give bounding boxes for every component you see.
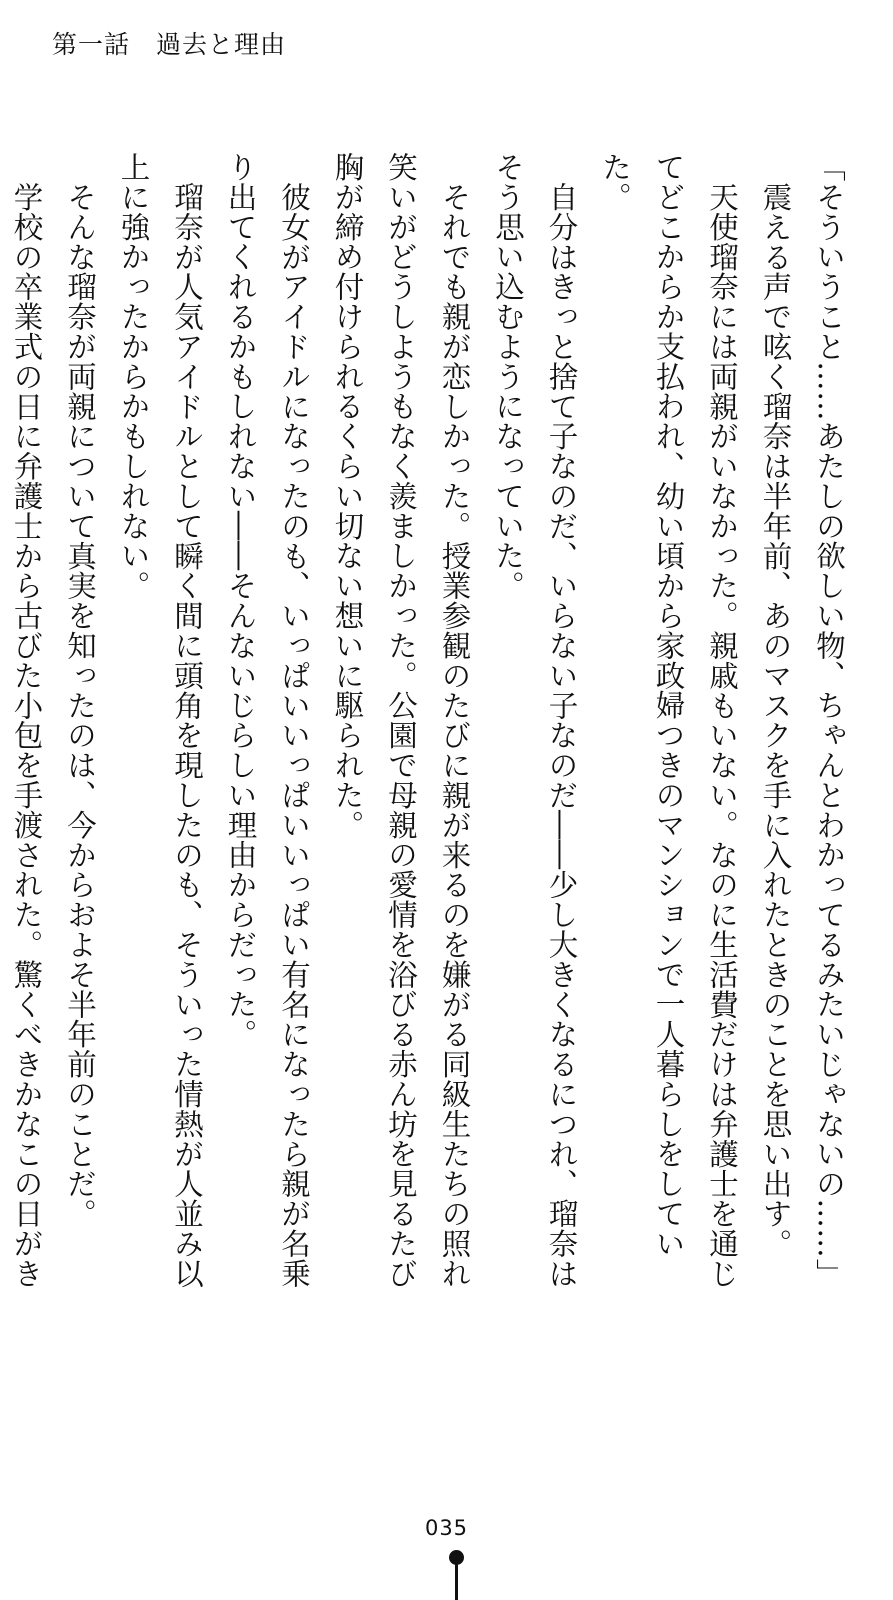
running-head: 第一話 過去と理由 [52, 30, 287, 59]
paragraph-4: 自分はきっと捨て子なのだ、いらない子なのだ――少し大きくなるにつれ、瑠奈はそう思い込むようになっていた。 [491, 152, 579, 1288]
paragraph-7: 瑠奈が人気アイドルとして瞬く間に頭角を現したのも、そういった情熱が人並み以上に強かったからかもしれない。 [116, 152, 204, 1288]
paragraph-9: 学校の卒業式の日に弁護士から古びた小包を手渡された。驚くべきかなこの日がき [9, 181, 44, 1288]
page-marker-icon [449, 1550, 465, 1600]
paragraph-5: それでも親が恋しかった。授業参観のたびに親が来るのを嫌がる同級生たちの照れ笑いがどうしようもなく羨ましかった。公園で母親の愛情を浴びる赤ん坊を見るたび胸が締め付けられるくらい切ない想いに駆られた。 [330, 152, 472, 1289]
paragraph-8: そんな瑠奈が両親について真実を知ったのは、今からおよそ半年前のことだ。 [63, 181, 97, 1228]
page-number: 035 [424, 1516, 469, 1540]
paragraph-1: 「そういうこと……あたしの欲しい物、ちゃんとわかってるみたいじゃないの……」 [812, 152, 846, 1289]
body-text [0, 152, 855, 1292]
paragraph-2: 震える声で呟く瑠奈は半年前、あのマスクを手に入れたときのことを思い出す。 [758, 181, 793, 1258]
paragraph-3: 天使瑠奈には両親がいなかった。親戚もいない。なのに生活費だけは弁護士を通じてどこからか支払われ、幼い頃から家政婦つきのマンションで一人暮らしをしていた。 [598, 152, 739, 1288]
paragraph-6: 彼女がアイドルになったのも、いっぱいいっぱいいっぱい有名になったら親が名乗り出てくれるかもしれない――そんないじらしい理由からだった。 [223, 152, 311, 1288]
